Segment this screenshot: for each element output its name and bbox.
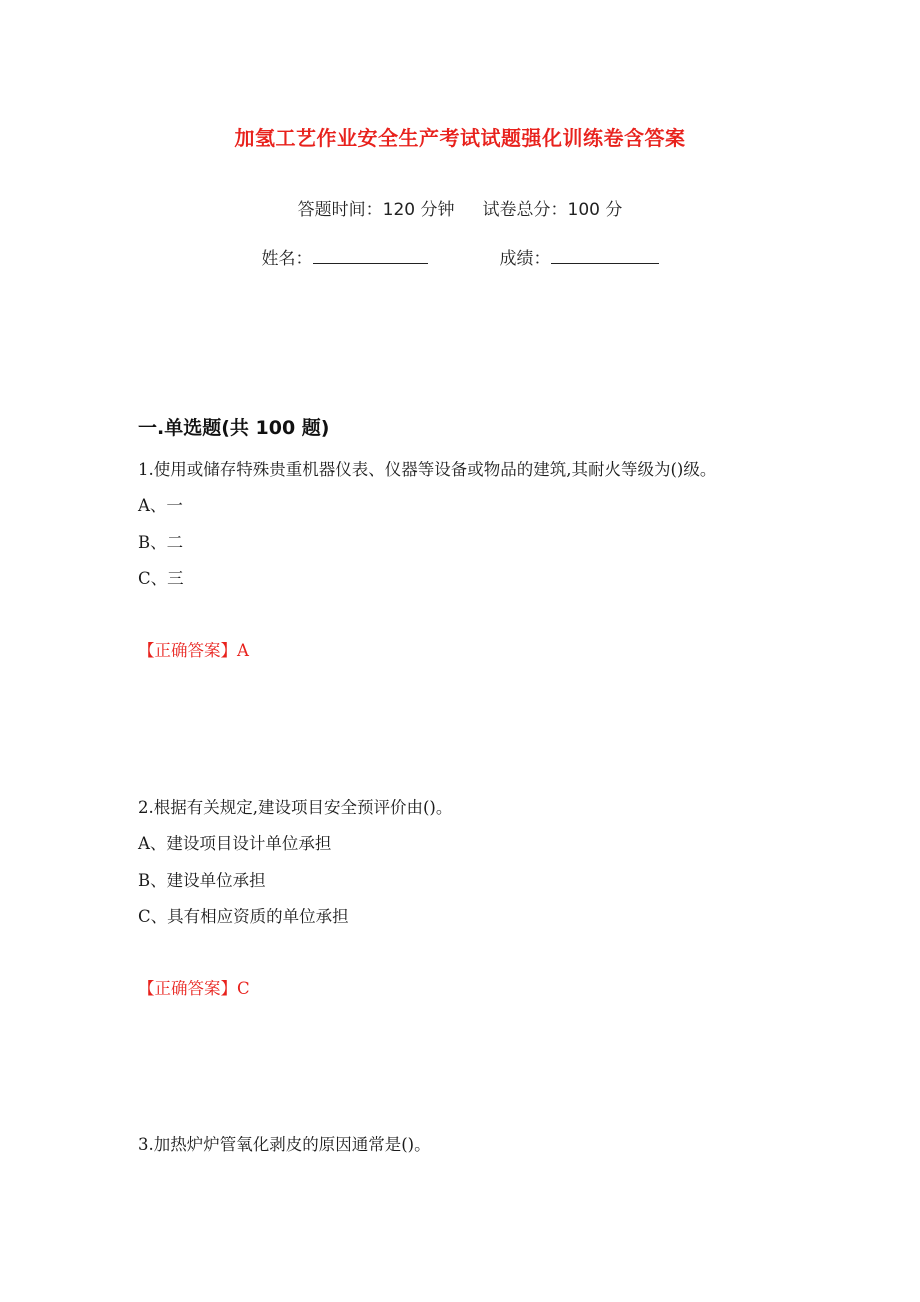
section-heading: 一.单选题(共 100 题)	[138, 417, 330, 439]
time-label: 答题时间：120 分钟	[297, 200, 455, 220]
document-title: 加氢工艺作业安全生产考试试题强化训练卷含答案	[234, 126, 686, 150]
score-label: 成绩：	[499, 249, 551, 269]
question-3-text: 3.加热炉炉管氧化剥皮的原因通常是()。	[138, 1135, 431, 1154]
question-2-option-c: C、具有相应资质的单位承担	[138, 907, 349, 926]
question-1-option-b: B、二	[138, 533, 184, 552]
question-2-text: 2.根据有关规定,建设项目安全预评价由()。	[138, 798, 453, 817]
score-blank-field[interactable]	[551, 248, 659, 264]
question-1-text: 1.使用或储存特殊贵重机器仪表、仪器等设备或物品的建筑,其耐火等级为()级。	[138, 460, 717, 479]
question-1-option-c: C、三	[138, 569, 184, 588]
total-score-label: 试卷总分：100 分	[482, 200, 623, 220]
name-blank-field[interactable]	[313, 248, 428, 264]
exam-info-line	[0, 195, 920, 220]
question-1-answer: 【正确答案】A	[138, 641, 249, 660]
question-2-option-a: A、建设项目设计单位承担	[138, 834, 332, 853]
question-2-answer: 【正确答案】C	[138, 979, 250, 998]
question-2-option-b: B、建设单位承担	[138, 871, 266, 890]
name-label: 姓名：	[261, 249, 313, 269]
question-1-option-a: A、一	[138, 496, 183, 515]
candidate-info-line	[0, 244, 920, 269]
